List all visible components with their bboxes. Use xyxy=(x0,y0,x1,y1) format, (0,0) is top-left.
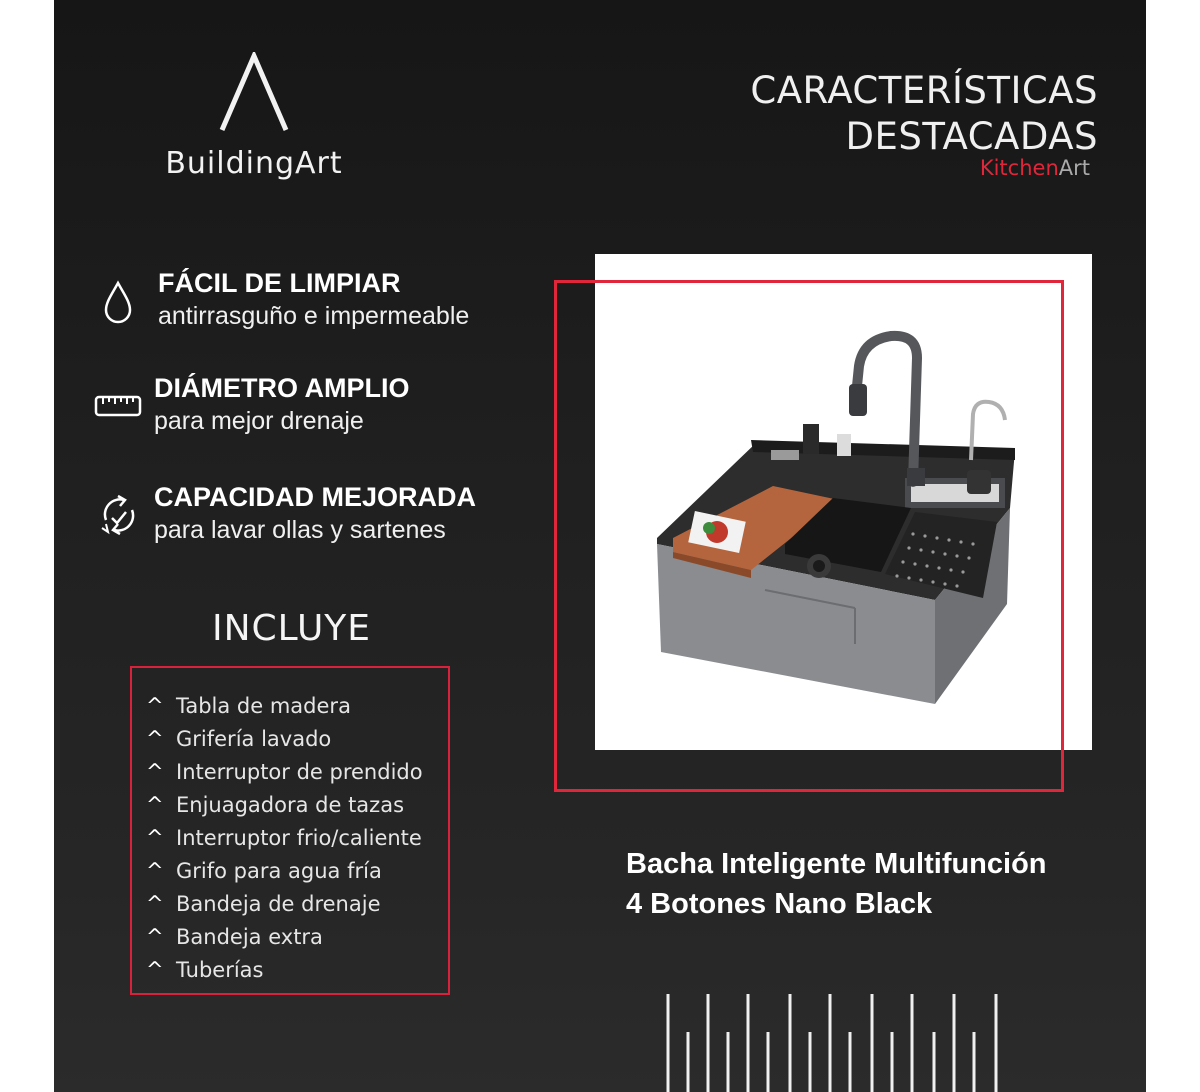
list-item: ^ Bandeja extra xyxy=(146,925,323,949)
bullet-caret: ^ xyxy=(146,826,164,850)
accent-frame xyxy=(554,280,1064,792)
recycle-arrows-icon xyxy=(94,490,144,540)
feature-easy-clean xyxy=(54,268,574,338)
feature-description: para mejor drenaje xyxy=(154,407,364,435)
list-item: ^ Interruptor frio/caliente xyxy=(146,826,422,850)
includes-title: INCLUYE xyxy=(212,608,372,649)
headline-line-2: DESTACADAS xyxy=(845,115,1098,158)
product-title xyxy=(626,844,1047,924)
bullet-caret: ^ xyxy=(146,892,164,916)
bullet-caret: ^ xyxy=(146,760,164,784)
sub-brand-logo xyxy=(980,156,1090,180)
list-item: ^ Grifo para agua fría xyxy=(146,859,382,883)
list-item: ^ Tuberías xyxy=(146,958,264,982)
feature-description: antirrasguño e impermeable xyxy=(158,302,470,330)
feature-capacity xyxy=(54,482,574,552)
water-drop-icon xyxy=(102,280,134,324)
bullet-caret: ^ xyxy=(146,793,164,817)
list-item: ^ Bandeja de drenaje xyxy=(146,892,381,916)
bullet-caret: ^ xyxy=(146,727,164,751)
feature-title: CAPACIDAD MEJORADA xyxy=(154,482,477,512)
brand-name: BuildingArt xyxy=(165,146,343,181)
includes-list xyxy=(130,666,450,995)
ruler-icon xyxy=(94,393,142,419)
sub-brand-part-2: Art xyxy=(1058,156,1090,180)
headline-line-1: CARACTERÍSTICAS xyxy=(750,69,1098,112)
sub-brand-part-1: Kitchen xyxy=(979,156,1059,180)
feature-title: FÁCIL DE LIMPIAR xyxy=(158,268,401,298)
feature-description: para lavar ollas y sartenes xyxy=(154,516,446,544)
list-item: ^ Tabla de madera xyxy=(146,694,351,718)
bullet-caret: ^ xyxy=(146,694,164,718)
list-item: ^ Enjuagadora de tazas xyxy=(146,793,405,817)
feature-wide-diameter xyxy=(54,373,574,443)
bullet-caret: ^ xyxy=(146,925,164,949)
product-title-line-2: 4 Botones Nano Black xyxy=(626,888,933,920)
list-item: ^ Grifería lavado xyxy=(146,727,332,751)
poster-canvas xyxy=(54,0,1146,1092)
headline xyxy=(750,68,1098,160)
bullet-caret: ^ xyxy=(146,958,164,982)
list-item: ^ Interruptor de prendido xyxy=(146,760,423,784)
bullet-caret: ^ xyxy=(146,859,164,883)
decorative-bars xyxy=(664,990,1004,1092)
chevron-up-icon xyxy=(218,52,290,132)
feature-title: DIÁMETRO AMPLIO xyxy=(154,373,410,403)
product-title-line-1: Bacha Inteligente Multifunción xyxy=(626,848,1047,880)
